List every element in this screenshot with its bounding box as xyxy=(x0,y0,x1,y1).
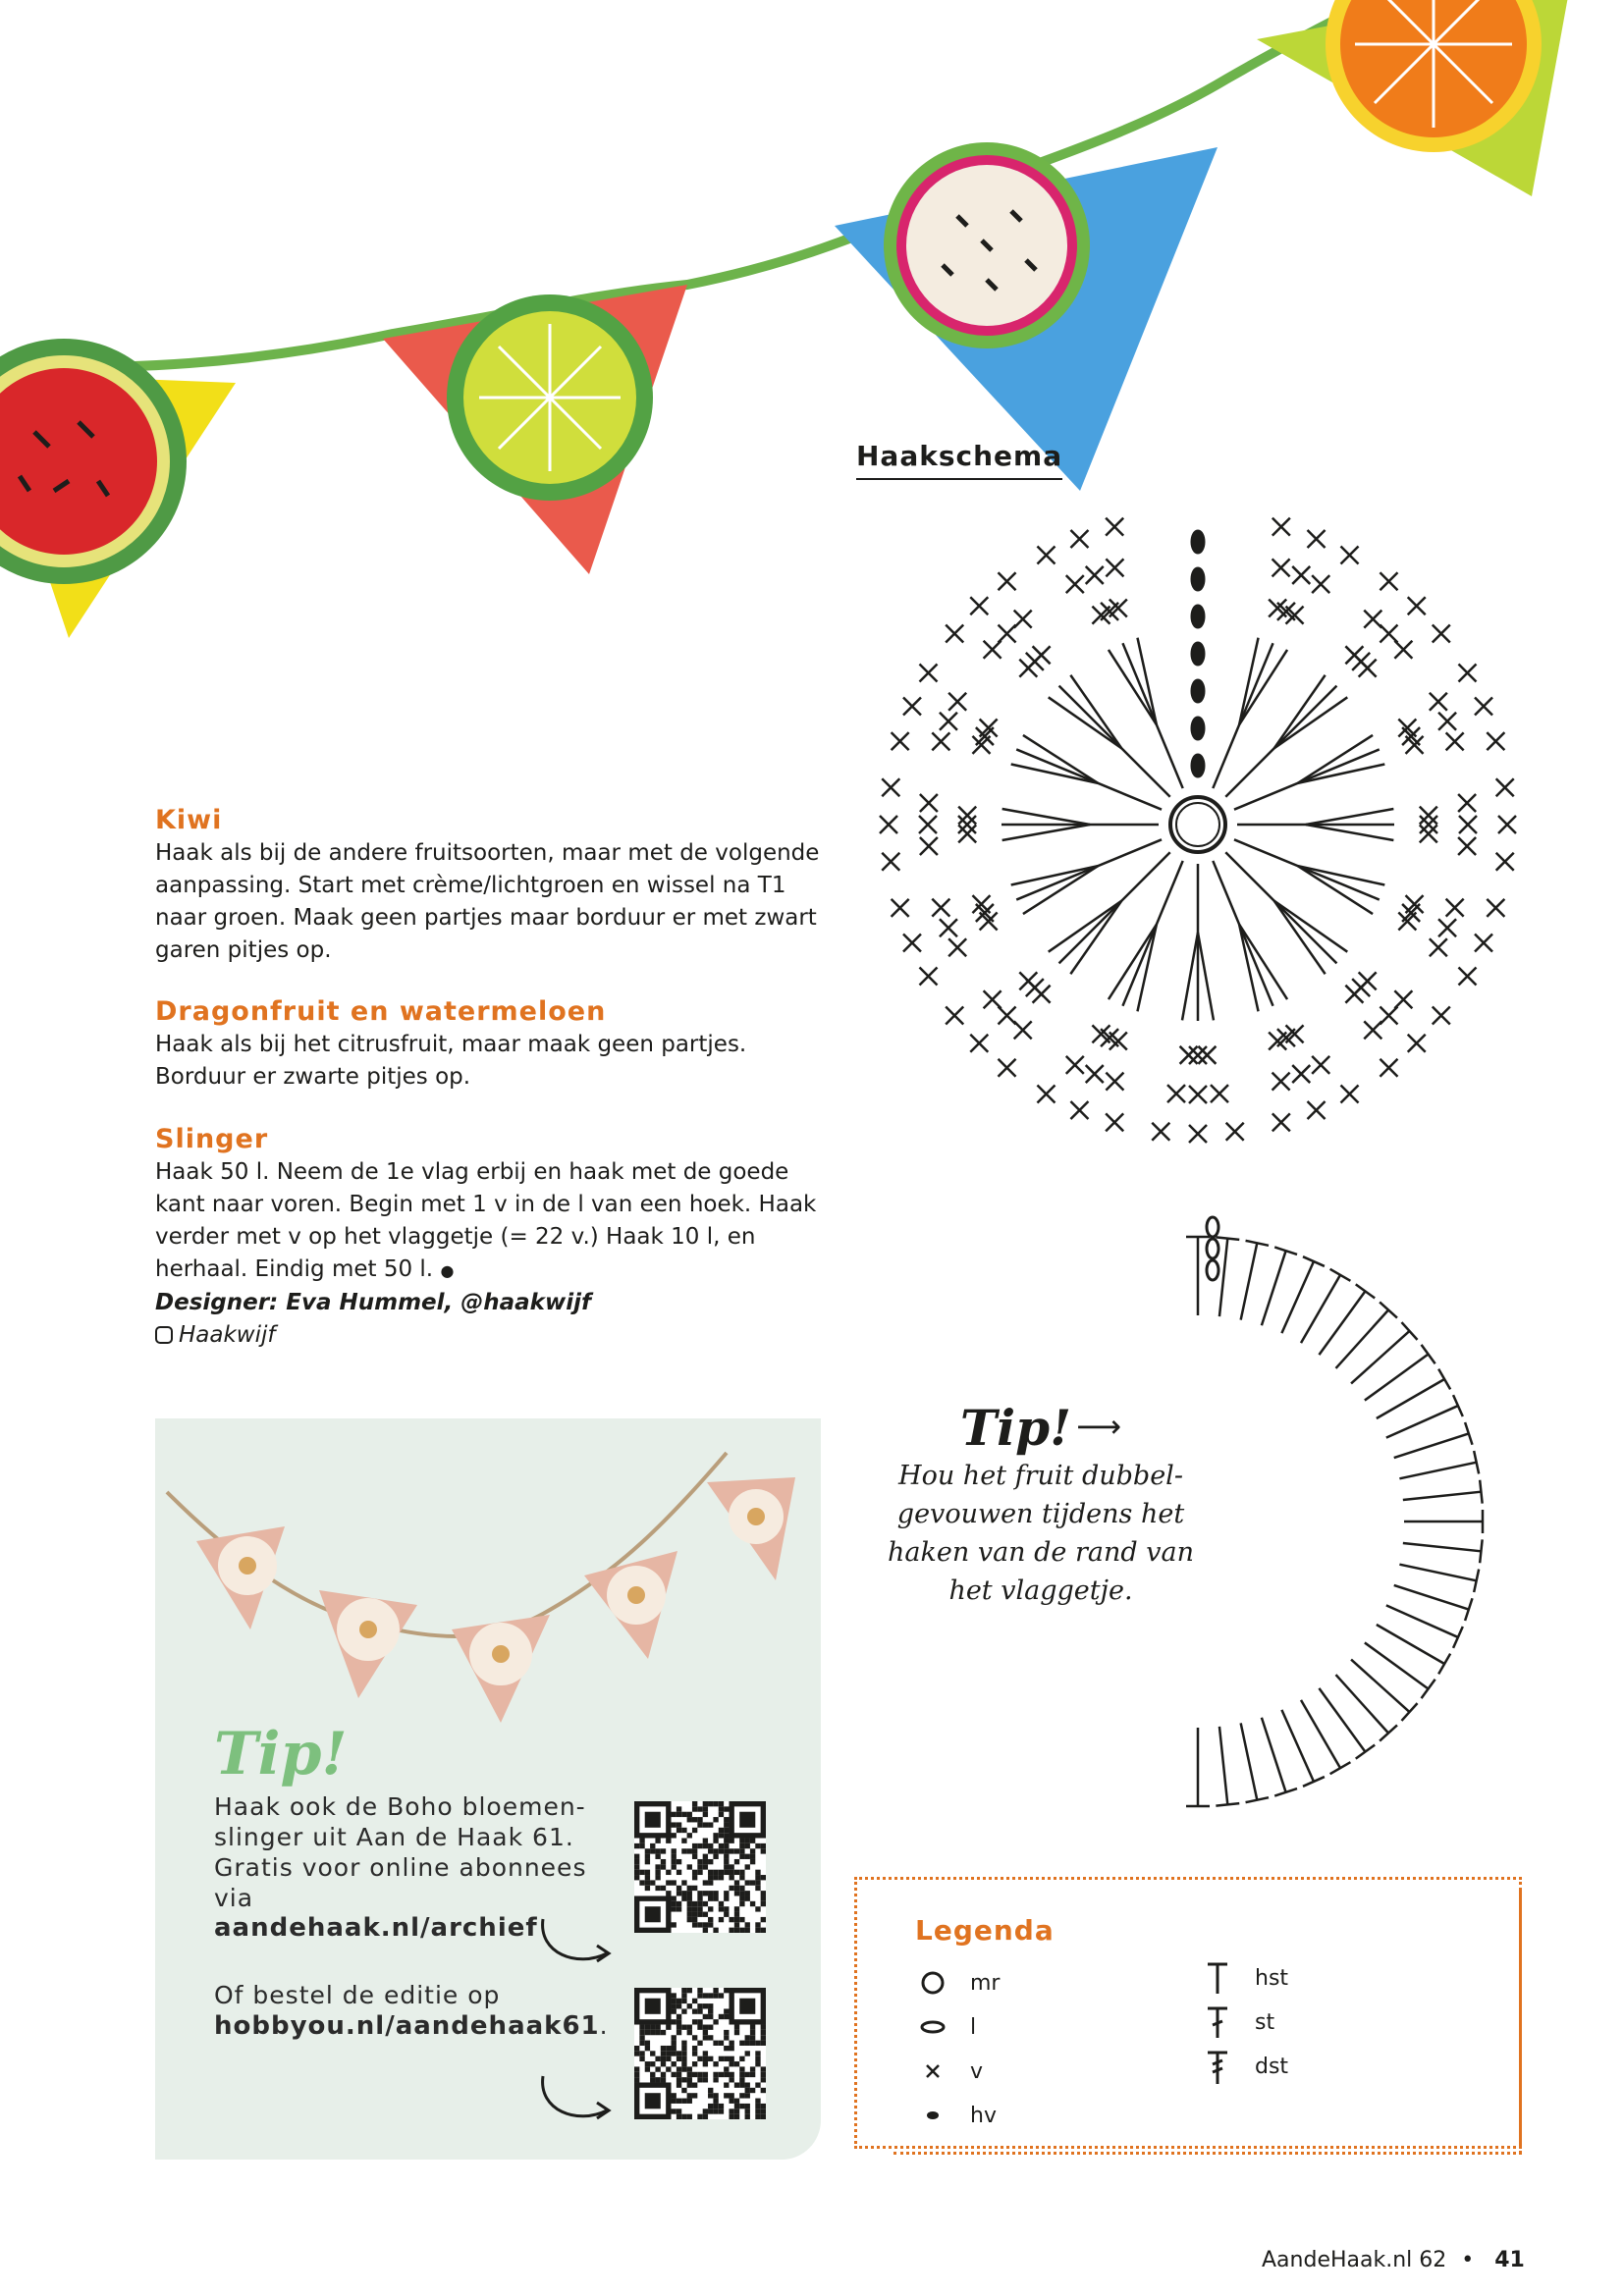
tip-text-order xyxy=(214,1980,626,2042)
crochet-chart-round xyxy=(854,471,1542,1178)
link-suffix: . xyxy=(599,2011,609,2040)
chain-stitch xyxy=(1207,1217,1218,1237)
magazine-name: AandeHaak.nl 62 xyxy=(1262,2248,1447,2272)
order-link-line xyxy=(214,2010,626,2042)
section-kiwi xyxy=(155,805,823,967)
order-link[interactable]: hobbyou.nl/aandehaak61 xyxy=(214,2011,600,2041)
legend-label: st xyxy=(1255,2009,1275,2035)
legend-item xyxy=(1198,1958,1288,1998)
legend-label: hv xyxy=(970,2103,997,2128)
single-crochet-symbol xyxy=(913,2052,952,2091)
designer-credit: Designer: Eva Hummel, @haakwijf xyxy=(155,1290,591,1315)
section-dragonfruit xyxy=(155,996,823,1094)
curved-arrow-icon xyxy=(538,2071,617,2130)
green-tip-word: Tip! xyxy=(214,1720,348,1789)
tip-text: Haak ook de Boho bloemen-slinger uit Aan de Haak 61. Gratis voor online abonnees via xyxy=(214,1792,587,1912)
schema-title: Haakschema xyxy=(856,440,1062,480)
tip-text: Hou het fruit dubbel-gevouwen tijdens het haken van de rand van het vlaggetje. xyxy=(888,1461,1194,1606)
half-double-symbol xyxy=(1198,1958,1237,1998)
chain-stitch xyxy=(1192,568,1204,590)
section-body-text: Haak 50 l. Neem de 1e vlag erbij en haak met de goede kant naar voren. Begin met 1 v in de l van een hoek. Haak verder met v op het vlaggetje (= 22 v.) Haak 10 l, en herhaal. Eindig met 50 l. xyxy=(155,1159,817,1282)
instagram-icon xyxy=(155,1326,173,1344)
chain-stitch xyxy=(1192,531,1204,553)
chain-stitch xyxy=(1207,1239,1218,1258)
legend-item xyxy=(913,2007,976,2047)
chain-stitch xyxy=(1192,680,1204,702)
chain-stitch xyxy=(1192,643,1204,665)
archive-link[interactable]: aandehaak.nl/archief xyxy=(214,1913,538,1943)
legend-label: v xyxy=(970,2058,984,2084)
tip-text: Of bestel de editie op xyxy=(214,1981,501,2009)
brand-credit xyxy=(155,1319,823,1352)
legend-item xyxy=(913,2096,997,2135)
page-footer xyxy=(1262,2248,1525,2272)
legend-label: hst xyxy=(1255,1965,1289,1991)
chain-stitch xyxy=(1192,718,1204,739)
end-mark: ● xyxy=(440,1261,455,1280)
legend-title: Legenda xyxy=(915,1914,1055,1947)
footer-separator: • xyxy=(1461,2248,1475,2272)
legend-label: l xyxy=(970,2014,977,2040)
boho-garland-photo xyxy=(157,1433,825,1747)
qr-code-archive[interactable] xyxy=(634,1801,766,1933)
arrow-right-icon: ⟶ xyxy=(1076,1408,1122,1445)
legend-item xyxy=(913,1963,1000,2002)
legend-label: dst xyxy=(1255,2054,1289,2079)
tip-word: Tip! xyxy=(959,1399,1072,1457)
qr-code-order[interactable] xyxy=(634,1988,766,2119)
section-title: Dragonfruit en watermeloen xyxy=(155,996,607,1027)
chain-stitch xyxy=(1207,1260,1218,1280)
section-body: Haak als bij het citrusfruit, maar maak geen partjes. Borduur er zwarte pitjes op. xyxy=(155,1032,747,1090)
section-slinger xyxy=(155,1124,823,1352)
chain-stitch xyxy=(1192,606,1204,627)
treble-crochet-symbol xyxy=(1198,2047,1237,2086)
chain-stitch xyxy=(1192,755,1204,776)
legend-item xyxy=(1198,2002,1274,2042)
tip-fold-fruit xyxy=(864,1399,1218,1610)
legend-item xyxy=(1198,2047,1288,2086)
curved-arrow-icon xyxy=(538,1914,617,1973)
section-title: Slinger xyxy=(155,1124,269,1154)
magic-ring-symbol xyxy=(913,1963,952,2002)
tip-heading xyxy=(864,1399,1218,1457)
section-body: Haak als bij de andere fruitsoorten, maar met de volgende aanpassing. Start met crème/lichtgroen en wissel na T1 naar groen. Maak geen partjes maar borduur er met zwart garen pitjes op. xyxy=(155,840,820,963)
legend-item xyxy=(913,2052,983,2091)
slip-stitch-symbol xyxy=(913,2096,952,2135)
section-title: Kiwi xyxy=(155,805,223,835)
legend-label: mr xyxy=(970,1970,1001,1996)
section-body xyxy=(155,1156,823,1287)
pennant xyxy=(196,1477,795,1723)
double-crochet-symbol xyxy=(1198,2002,1237,2042)
brand-name: Haakwijf xyxy=(179,1322,276,1348)
page-number: 41 xyxy=(1494,2248,1525,2272)
chain-symbol xyxy=(913,2007,952,2047)
